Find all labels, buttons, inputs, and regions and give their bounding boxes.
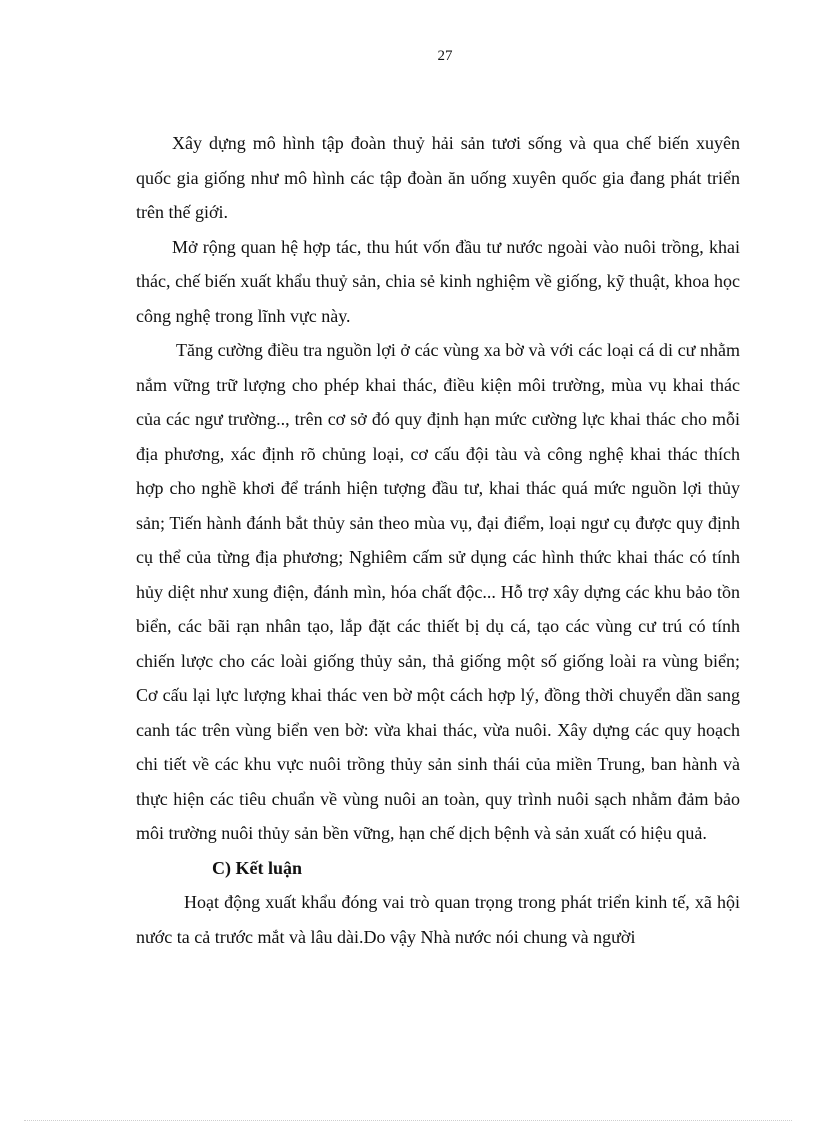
section-heading-conclusion: C) Kết luận — [212, 857, 302, 878]
paragraph-resource-survey: Tăng cường điều tra nguồn lợi ở các vùng xa bờ và với các loại cá di cư nhằm nắm vững trữ lượng cho phép khai thác, điều kiện môi trường, mùa vụ khai thác của các ngư trường.., trên cơ sở đó quy định hạn mức cường lực khai thác cho mỗi địa phương, xác định rõ chủng loại, cơ cấu đội tàu và công nghệ khai thác thích hợp cho nghề khơi để tránh hiện tượng đầu tư, khai thác quá mức nguồn lợi thủy sản; Tiến hành đánh bắt thủy sản theo mùa vụ, đại điểm, loại ngư cụ được quy định cụ thể của từng địa phương; Nghiêm cấm sử dụng các hình thức khai thác có tính hủy diệt như xung điện, đánh mìn, hóa chất độc... Hỗ trợ xây dựng các khu bảo tồn biển, các bãi rạn nhân tạo, lắp đặt các thiết bị dụ cá, tạo các vùng cư trú có tính chiến lược cho các loài giống thủy sản, thả giống một số giống loài ra vùng biển; Cơ cấu lại lực lượng khai thác ven bờ một cách hợp lý, đồng thời chuyển dần sang canh tác trên vùng biển ven bờ: vừa khai thác, vừa nuôi. Xây dựng các quy hoạch chi tiết về các khu vực nuôi trồng thủy sản sinh thái của miền Trung, ban hành và thực hiện các tiêu chuẩn về vùng nuôi an toàn, quy trình nuôi sạch nhằm đảm bảo môi trường nuôi thủy sản bền vững, hạn chế dịch bệnh và sản xuất có hiệu quả. — [136, 340, 740, 843]
paragraph-international-cooperation: Mở rộng quan hệ hợp tác, thu hút vốn đầu tư nước ngoài vào nuôi trồng, khai thác, chế biến xuất khẩu thuỷ sản, chia sẻ kinh nghiệm về giống, kỹ thuật, khoa học công nghệ trong lĩnh vực này. — [136, 236, 740, 326]
paragraph-conclusion: Hoạt động xuất khẩu đóng vai trò quan trọng trong phát triển kinh tế, xã hội nước ta cả trước mắt và lâu dài.Do vậy Nhà nước nói chung và người — [136, 892, 740, 947]
page-bottom-divider — [24, 1120, 792, 1121]
paragraph-seafood-corporation-model: Xây dựng mô hình tập đoàn thuỷ hải sản tươi sống và qua chế biến xuyên quốc gia giống như mô hình các tập đoàn ăn uống xuyên quốc gia đang phát triển trên thế giới. — [136, 133, 740, 222]
page-number: 27 — [437, 48, 453, 64]
document-body — [136, 126, 740, 954]
